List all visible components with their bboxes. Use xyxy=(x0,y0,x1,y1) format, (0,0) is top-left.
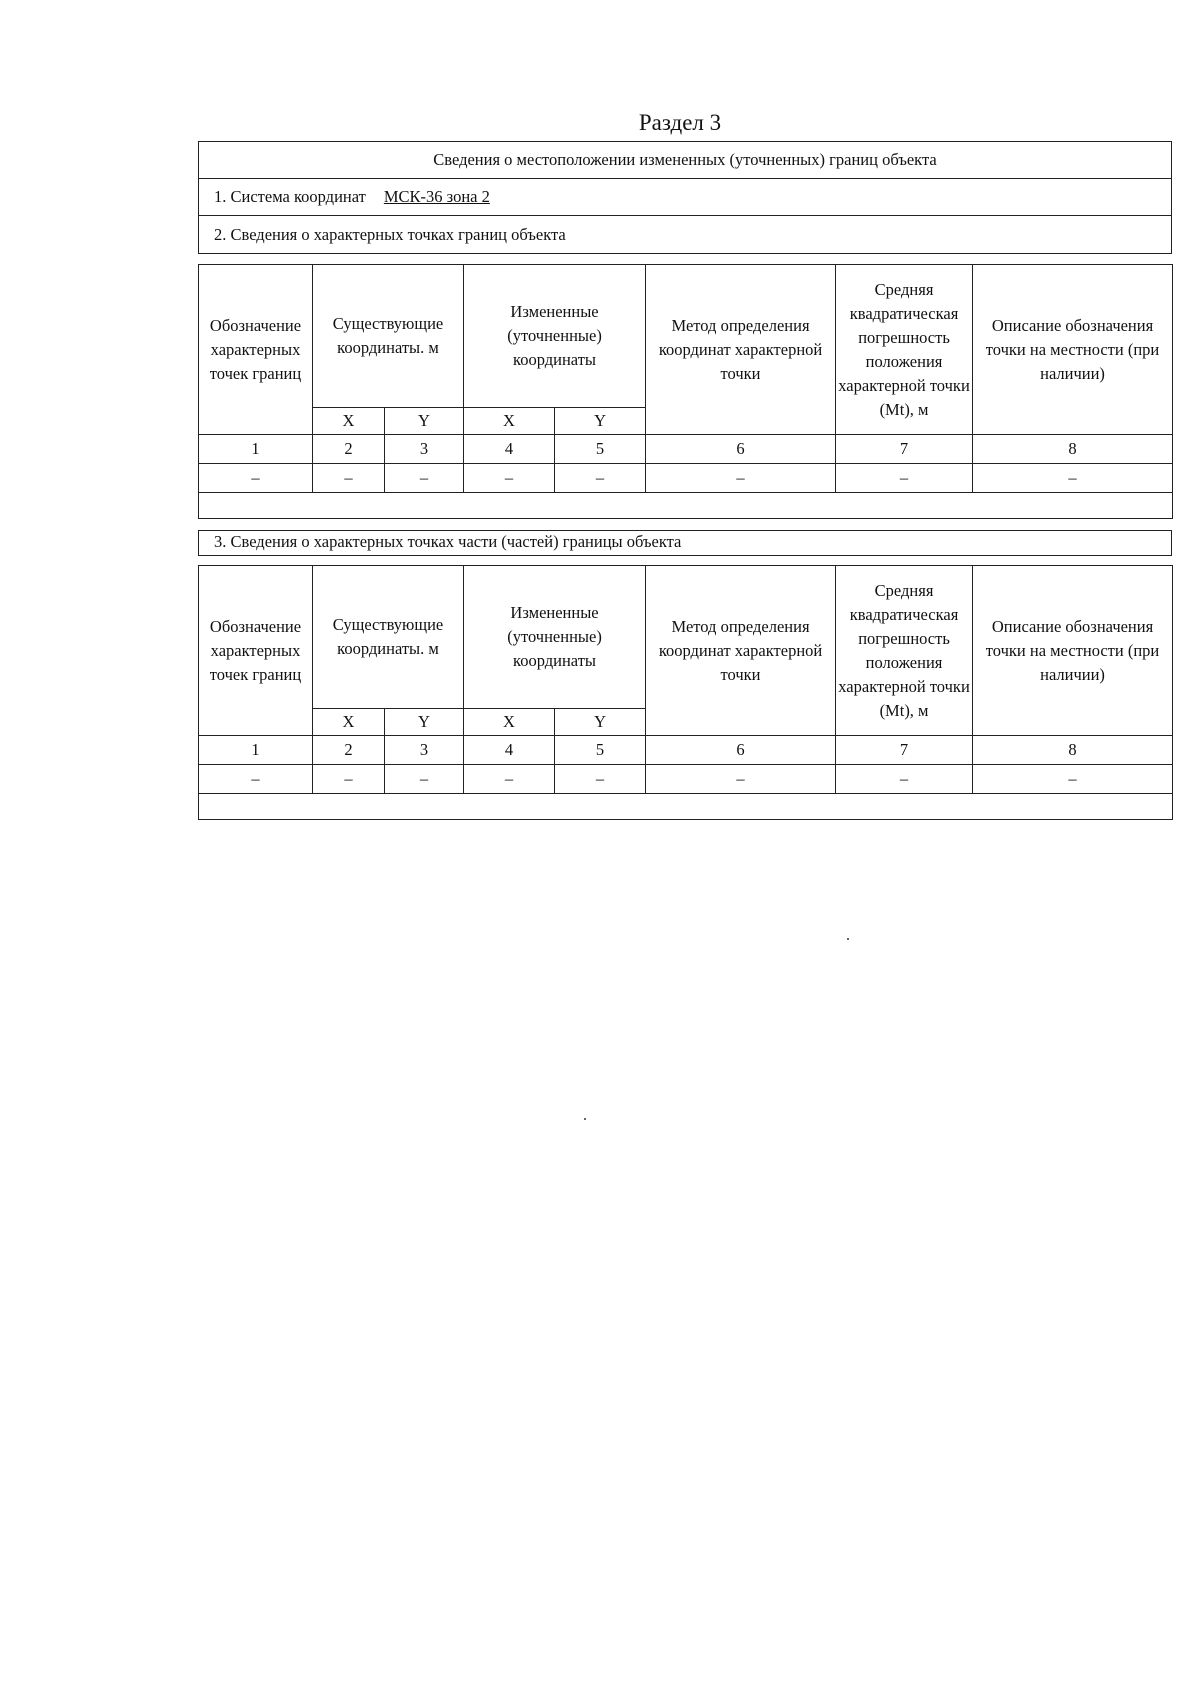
table-cell: – xyxy=(973,765,1173,794)
column-number: 2 xyxy=(313,435,385,464)
table-cell: – xyxy=(973,464,1173,493)
column-number: 6 xyxy=(646,736,836,765)
column-number: 6 xyxy=(646,435,836,464)
column-number: 8 xyxy=(973,736,1173,765)
part-boundary-points-table xyxy=(198,565,1173,820)
col-existing-y: Y xyxy=(385,709,464,736)
table-cell: – xyxy=(555,464,646,493)
column-number: 7 xyxy=(836,736,973,765)
col-error: Средняя квадратическая погрешность положения характерной точки (Mt), м xyxy=(836,265,973,435)
column-number: 8 xyxy=(973,435,1173,464)
column-number-row xyxy=(199,435,1173,464)
part-section-title: 3. Сведения о характерных точках части (частей) границы объекта xyxy=(198,530,1172,556)
coordinate-system-label: 1. Система координат xyxy=(214,187,366,206)
table-cell: – xyxy=(836,464,973,493)
col-error: Средняя квадратическая погрешность положения характерной точки (Mt), м xyxy=(836,566,973,736)
col-description: Описание обозначения точки на местности (при наличии) xyxy=(973,566,1173,736)
table-cell: – xyxy=(385,765,464,794)
object-info-box xyxy=(198,141,1172,254)
column-number: 7 xyxy=(836,435,973,464)
empty-row xyxy=(199,493,1173,519)
col-existing-x: X xyxy=(313,408,385,435)
col-existing-coordinates: Существующие координаты. м xyxy=(313,566,464,709)
col-description: Описание обозначения точки на местности (при наличии) xyxy=(973,265,1173,435)
column-number-row xyxy=(199,736,1173,765)
table-cell: – xyxy=(464,765,555,794)
table-row xyxy=(199,765,1173,794)
column-number: 3 xyxy=(385,736,464,765)
column-number: 3 xyxy=(385,435,464,464)
column-number: 5 xyxy=(555,736,646,765)
info-heading: Сведения о местоположении измененных (уточненных) границ объекта xyxy=(199,142,1171,179)
col-changed-y: Y xyxy=(555,709,646,736)
table-cell: – xyxy=(313,464,385,493)
scan-speck xyxy=(584,1118,586,1120)
table-cell: – xyxy=(836,765,973,794)
table-cell: – xyxy=(464,464,555,493)
coordinate-system-value: МСК-36 зона 2 xyxy=(383,187,490,206)
column-number: 1 xyxy=(199,435,313,464)
col-changed-x: X xyxy=(464,408,555,435)
col-method: Метод определения координат характерной точки xyxy=(646,265,836,435)
col-designation: Обозначение характерных точек границ xyxy=(199,265,313,435)
col-changed-coordinates: Измененные (уточненные) координаты xyxy=(464,265,646,408)
table-cell: – xyxy=(555,765,646,794)
col-changed-coordinates: Измененные (уточненные) координаты xyxy=(464,566,646,709)
page-title: Раздел 3 xyxy=(638,110,722,135)
column-number: 4 xyxy=(464,435,555,464)
col-changed-y: Y xyxy=(555,408,646,435)
empty-cell xyxy=(199,794,1173,820)
column-number: 5 xyxy=(555,435,646,464)
scan-speck xyxy=(847,938,849,940)
col-method: Метод определения координат характерной точки xyxy=(646,566,836,736)
col-existing-x: X xyxy=(313,709,385,736)
col-existing-y: Y xyxy=(385,408,464,435)
empty-cell xyxy=(199,493,1173,519)
table-row xyxy=(199,464,1173,493)
coordinate-system-row xyxy=(199,179,1171,216)
column-number: 2 xyxy=(313,736,385,765)
column-number: 1 xyxy=(199,736,313,765)
boundary-points-table xyxy=(198,264,1173,519)
points-section-title: 2. Сведения о характерных точках границ объекта xyxy=(214,224,566,244)
table-cell: – xyxy=(199,765,313,794)
col-existing-coordinates: Существующие координаты. м xyxy=(313,265,464,408)
col-designation: Обозначение характерных точек границ xyxy=(199,566,313,736)
column-number: 4 xyxy=(464,736,555,765)
table-cell: – xyxy=(385,464,464,493)
table-cell: – xyxy=(313,765,385,794)
table-cell: – xyxy=(199,464,313,493)
empty-row xyxy=(199,794,1173,820)
table-cell: – xyxy=(646,765,836,794)
col-changed-x: X xyxy=(464,709,555,736)
table-cell: – xyxy=(646,464,836,493)
